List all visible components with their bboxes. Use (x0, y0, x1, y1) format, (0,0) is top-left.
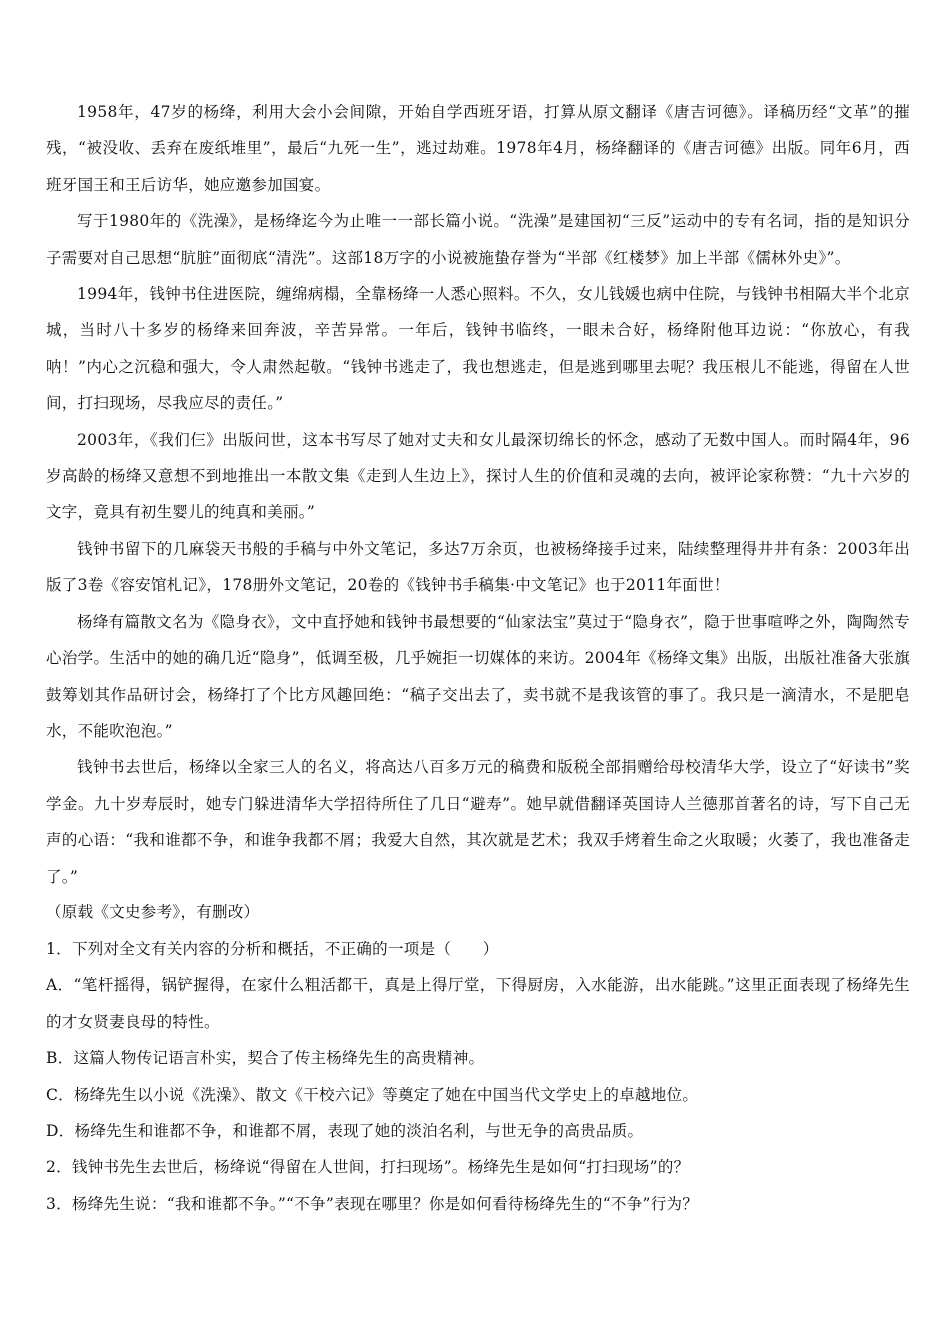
paragraph-manuscripts: 钱钟书留下的几麻袋天书般的手稿与中外文笔记，多达7万余页，也被杨绛接手过来，陆续整理得井井有条：2003年出版了3卷《容安馆札记》，178册外文笔记，20卷的《钱钟书手稿集·中文笔记》也于2011年面世！ (46, 539, 910, 595)
paragraph-translation: 1958年，47岁的杨绛，利用大会小会间隙，开始自学西班牙语，打算从原文翻译《唐吉诃德》。译稿历经“文革”的摧残，“被没收、丢弃在废纸堆里”，最后“九死一生”，逃过劫难。1978年4月，杨绛翻译的《唐吉诃德》出版。同年6月，西班牙国王和王后访华，她应邀参加国宴。 (46, 103, 910, 194)
questions-section (46, 931, 910, 1222)
document-content (46, 94, 910, 1222)
question-2: 2．钱钟书先生去世后，杨绛说“得留在人世间，打扫现场”。杨绛先生是如何“打扫现场”的？ (46, 1158, 690, 1177)
source-note: （原载《文史参考》，有删改） (46, 902, 260, 921)
paragraph-women-sa: 2003年，《我们仨》出版问世，这本书写尽了她对丈夫和女儿最深切绵长的怀念，感动了无数中国人。而时隔4年，96岁高龄的杨绛又意想不到地推出一本散文集《走到人生边上》，探讨人生的价值和灵魂的去向，被评论家称赞：“九十六岁的文字，竟具有初生婴儿的纯真和美丽。” (46, 430, 910, 522)
question-1-option-c: C．杨绛先生以小说《洗澡》、散文《干校六记》等奠定了她在中国当代文学史上的卓越地位。 (46, 1085, 699, 1104)
question-1-option-b: B．这篇人物传记语言朴实，契合了传主杨绛先生的高贵精神。 (46, 1049, 485, 1068)
question-3: 3．杨绛先生说：“我和谁都不争。”“不争”表现在哪里？你是如何看待杨绛先生的“不争”行为？ (46, 1194, 699, 1213)
paragraph-xizao: 写于1980年的《洗澡》，是杨绛迄今为止唯一一部长篇小说。“洗澡”是建国初“三反”运动中的专有名词，指的是知识分子需要对自己思想“肮脏”面彻底“清洗”。这部18万字的小说被施蛰存誉为“半部《红楼梦》加上半部《儒林外史》”。 (46, 212, 910, 267)
question-1-option-d: D．杨绛先生和谁都不争，和谁都不屑，表现了她的淡泊名利，与世无争的高贵品质。 (46, 1121, 644, 1140)
question-1-stem: 1．下列对全文有关内容的分析和概括，不正确的一项是（ ） (46, 939, 499, 958)
paragraph-scholarship: 钱钟书去世后，杨绛以全家三人的名义，将高达八百多万元的稿费和版税全部捐赠给母校清华大学，设立了“好读书”奖学金。九十岁寿辰时，她专门躲进清华大学招待所住了几日“避寿”。她早就借翻译英国诗人兰德那首著名的诗，写下自己无声的心语：“我和谁都不争，和谁争我都不屑；我爱大自然，其次就是艺术；我双手烤着生命之火取暖；火萎了，我也准备走了。” (46, 758, 910, 886)
question-1-option-a: A．“笔杆摇得，锅铲握得，在家什么粗活都干，真是上得厅堂，下得厨房，入水能游，出水能跳。”这里正面表现了杨绛先生的才女贤妻良母的特性。 (46, 976, 910, 1031)
paragraph-invisibility-cloak: 杨绛有篇散文名为《隐身衣》，文中直抒她和钱钟书最想要的“仙家法宝”莫过于“隐身衣”，隐于世事喧哗之外，陶陶然专心治学。生活中的她的确几近“隐身”，低调至极，几乎婉拒一切媒体的来访。2004年《杨绛文集》出版，出版社准备大张旗鼓筹划其作品研讨会，杨绛打了个比方风趣回绝：“稿子交出去了，卖书就不是我该管的事了。我只是一滴清水，不是肥皂水，不能吹泡泡。” (46, 612, 910, 740)
paragraph-hospital: 1994年，钱钟书住进医院，缠绵病榻，全靠杨绛一人悉心照料。不久，女儿钱媛也病中住院，与钱钟书相隔大半个北京城，当时八十多岁的杨绛来回奔波，辛苦异常。一年后，钱钟书临终，一眼未合好，杨绛附他耳边说：“你放心，有我呐！”内心之沉稳和强大，令人肃然起敬。“钱钟书逃走了，我也想逃走，但是逃到哪里去呢？我压根儿不能逃，得留在人世间，打扫现场，尽我应尽的责任。” (46, 285, 910, 413)
